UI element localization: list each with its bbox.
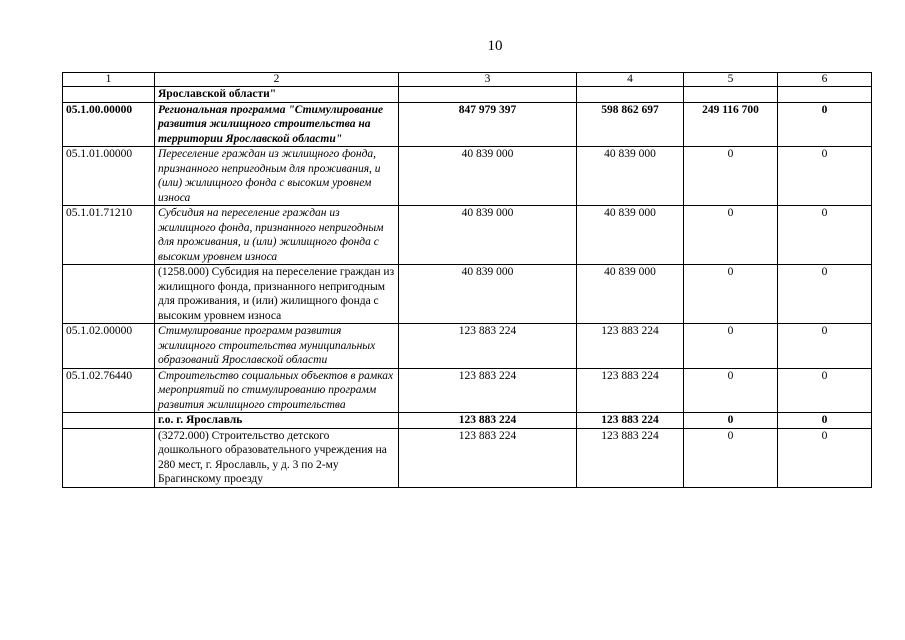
header-cell-6: 6 xyxy=(778,73,872,87)
row-col6: 0 xyxy=(778,206,872,265)
row-col5: 0 xyxy=(684,413,778,429)
header-cell-2: 2 xyxy=(155,73,399,87)
row-name: (1258.000) Субсидия на переселение граждан из жилищного фонда, признанного непригодным для проживания, и (или) жилищного фонда с высоким уровнем износа xyxy=(155,265,399,324)
row-total: 123 883 224 xyxy=(399,413,577,429)
row-col5: 0 xyxy=(684,206,778,265)
row-col4: 123 883 224 xyxy=(577,324,684,369)
row-name: Субсидия на переселение граждан из жилищного фонда, признанного непригодным для проживания, и (или) жилищного фонда с высоким уровнем износа xyxy=(155,206,399,265)
row-col5 xyxy=(684,87,778,103)
row-name: Региональная программа "Стимулирование развития жилищного строительства на территории Ярославской области" xyxy=(155,102,399,147)
row-total: 40 839 000 xyxy=(399,147,577,206)
header-row xyxy=(63,73,872,87)
table-row xyxy=(63,102,872,147)
header-cell-3: 3 xyxy=(399,73,577,87)
row-col5: 0 xyxy=(684,428,778,487)
row-col6 xyxy=(778,87,872,103)
row-name: Ярославской области" xyxy=(155,87,399,103)
row-code: 05.1.02.76440 xyxy=(63,368,155,413)
row-col6: 0 xyxy=(778,428,872,487)
row-col4: 40 839 000 xyxy=(577,147,684,206)
row-col6: 0 xyxy=(778,368,872,413)
row-code xyxy=(63,265,155,324)
row-col4: 123 883 224 xyxy=(577,428,684,487)
header-cell-4: 4 xyxy=(577,73,684,87)
row-name: Стимулирование программ развития жилищного строительства муниципальных образований Ярославской области xyxy=(155,324,399,369)
page-number: 10 xyxy=(487,38,503,54)
row-col6: 0 xyxy=(778,147,872,206)
row-name: (3272.000) Строительство детского дошкольного образовательного учреждения на 280 мест, г. Ярославль, у д. 3 по 2-му Брагинскому проезду xyxy=(155,428,399,487)
row-col5: 0 xyxy=(684,368,778,413)
table-header xyxy=(63,73,872,87)
table-row xyxy=(63,368,872,413)
row-col6: 0 xyxy=(778,265,872,324)
row-col5: 249 116 700 xyxy=(684,102,778,147)
row-col4: 123 883 224 xyxy=(577,413,684,429)
row-col4: 598 862 697 xyxy=(577,102,684,147)
table-row xyxy=(63,413,872,429)
row-total: 40 839 000 xyxy=(399,265,577,324)
table-row xyxy=(63,87,872,103)
table-row xyxy=(63,324,872,369)
row-total xyxy=(399,87,577,103)
row-col5: 0 xyxy=(684,265,778,324)
row-name: г.о. г. Ярославль xyxy=(155,413,399,429)
row-col4: 40 839 000 xyxy=(577,206,684,265)
row-code: 05.1.01.00000 xyxy=(63,147,155,206)
header-cell-1: 1 xyxy=(63,73,155,87)
row-col5: 0 xyxy=(684,324,778,369)
row-name: Переселение граждан из жилищного фонда, признанного непригодным для проживания, и (или) жилищного фонда с высоким уровнем износа xyxy=(155,147,399,206)
table-row xyxy=(63,206,872,265)
row-code xyxy=(63,87,155,103)
table-row xyxy=(63,265,872,324)
header-cell-5: 5 xyxy=(684,73,778,87)
row-code: 05.1.02.00000 xyxy=(63,324,155,369)
row-code: 05.1.01.71210 xyxy=(63,206,155,265)
table-row xyxy=(63,147,872,206)
row-code xyxy=(63,413,155,429)
budget-table xyxy=(62,72,872,488)
row-col6: 0 xyxy=(778,324,872,369)
row-code xyxy=(63,428,155,487)
row-code: 05.1.00.00000 xyxy=(63,102,155,147)
row-total: 847 979 397 xyxy=(399,102,577,147)
row-col5: 0 xyxy=(684,147,778,206)
row-col4 xyxy=(577,87,684,103)
row-total: 40 839 000 xyxy=(399,206,577,265)
table-row xyxy=(63,428,872,487)
row-total: 123 883 224 xyxy=(399,368,577,413)
row-total: 123 883 224 xyxy=(399,428,577,487)
row-col4: 40 839 000 xyxy=(577,265,684,324)
row-col6: 0 xyxy=(778,102,872,147)
row-col4: 123 883 224 xyxy=(577,368,684,413)
row-total: 123 883 224 xyxy=(399,324,577,369)
row-name: Строительство социальных объектов в рамках мероприятий по стимулированию программ развития жилищного строительства xyxy=(155,368,399,413)
row-col6: 0 xyxy=(778,413,872,429)
